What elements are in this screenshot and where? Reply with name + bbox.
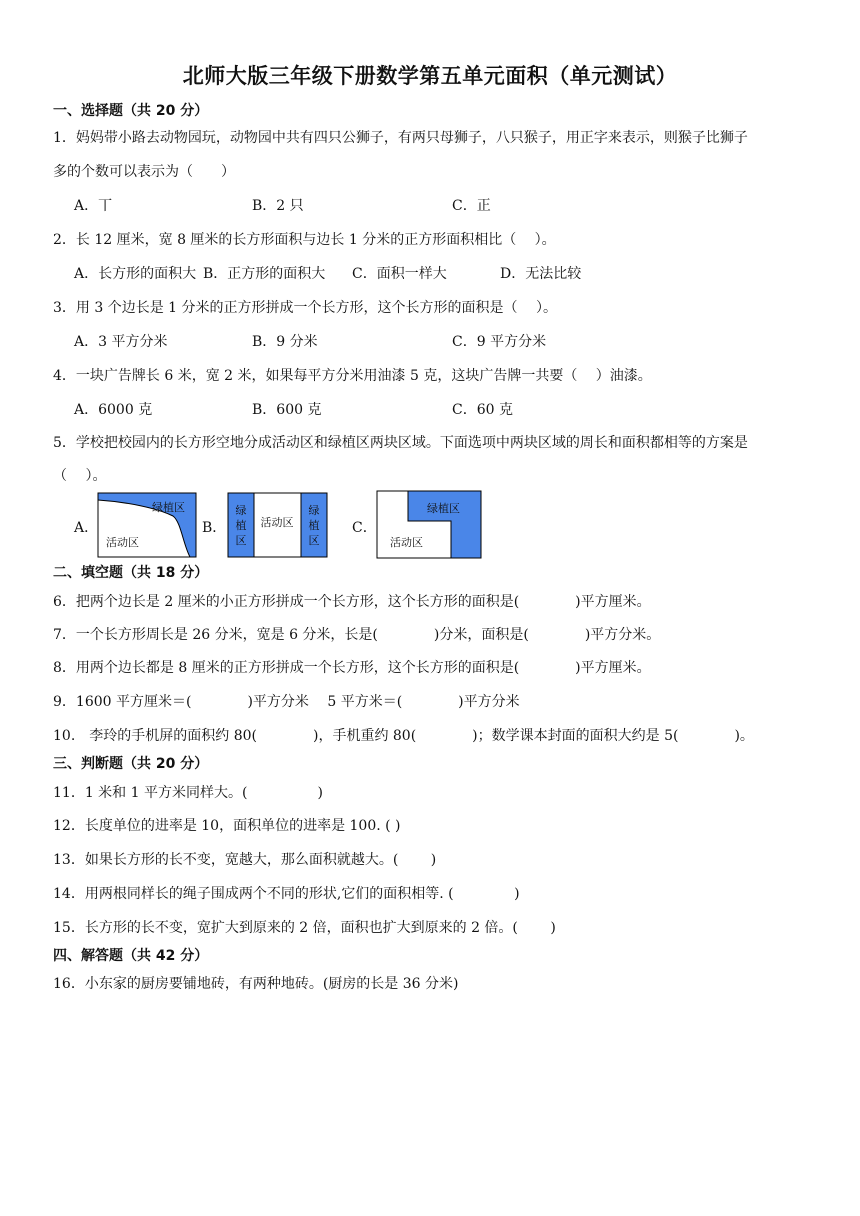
green-zone-left-char-2: 植 xyxy=(235,519,247,532)
question-10: 10. 李玲的手机屏的面积约 80( )，手机重约 80( )；数学课本封面的面积大约是 5( )。 xyxy=(53,728,754,744)
green-zone-left-char-1: 绿 xyxy=(235,504,247,517)
page-title: 北师大版三年级下册数学第五单元面积（单元测试） xyxy=(182,64,678,88)
active-zone-label: 活动区 xyxy=(390,536,423,549)
section-heading-choice: 一、选择题（共 20 分） xyxy=(53,103,209,119)
question-12: 12．长度单位的进率是 10，面积单位的进率是 100. ( ) xyxy=(53,818,401,834)
question-5-option-c: C． xyxy=(352,520,377,536)
question-4-option-a: A．6000 克 xyxy=(74,402,153,418)
green-zone-label: 绿植区 xyxy=(152,501,185,514)
question-1-option-a: A．丅 xyxy=(74,198,113,214)
question-16: 16．小东家的厨房要铺地砖，有两种地砖。(厨房的长是 36 分米) xyxy=(53,976,459,992)
question-5-line-1: 5．学校把校园内的长方形空地分成活动区和绿植区两块区域。下面选项中两块区域的周长和面积都相等的方案是 xyxy=(53,435,748,451)
question-2-line-1: 2．长 12 厘米，宽 8 厘米的长方形面积与边长 1 分米的正方形面积相比（ ）。 xyxy=(53,232,556,248)
question-11: 11．1 米和 1 平方米同样大。( ) xyxy=(53,785,323,801)
diagram-option-b xyxy=(227,492,328,558)
question-2-option-a: A．长方形的面积大 xyxy=(74,266,197,282)
question-6: 6．把两个边长是 2 厘米的小正方形拼成一个长方形，这个长方形的面积是( )平方厘米。 xyxy=(53,594,651,610)
section-heading-judge: 三、判断题（共 20 分） xyxy=(53,756,209,772)
question-7: 7．一个长方形周长是 26 分米，宽是 6 分米，长是( )分米，面积是( )平方分米。 xyxy=(53,627,661,643)
question-1-option-b: B．2 只 xyxy=(252,198,304,214)
question-2-option-d: D．无法比较 xyxy=(500,266,582,282)
question-1-line-2: 多的个数可以表示为（ ） xyxy=(53,164,235,180)
question-13: 13．如果长方形的长不变，宽越大，那么面积就越大。( ) xyxy=(53,852,437,868)
green-zone-right-char-3: 区 xyxy=(308,534,320,547)
question-3-option-c: C．9 平方分米 xyxy=(452,334,547,350)
question-5-option-b: B． xyxy=(202,520,227,536)
question-15: 15．长方形的长不变，宽扩大到原来的 2 倍，面积也扩大到原来的 2 倍。( ) xyxy=(53,920,556,936)
green-zone-right-char-1: 绿 xyxy=(308,504,320,517)
green-zone-right-char-2: 植 xyxy=(308,519,320,532)
question-2-option-b: B．正方形的面积大 xyxy=(203,266,326,282)
question-9: 9．1600 平方厘米＝( )平方分米 5 平方米＝( )平方分米 xyxy=(53,694,520,710)
question-2-option-c: C．面积一样大 xyxy=(352,266,447,282)
question-4-option-c: C．60 克 xyxy=(452,402,513,418)
question-5-line-2: （ ）。 xyxy=(53,468,107,484)
section-heading-solve: 四、解答题（共 42 分） xyxy=(53,948,209,964)
question-3-option-a: A．3 平方分米 xyxy=(74,334,168,350)
question-5-option-a: A． xyxy=(74,520,99,536)
question-4-option-b: B．600 克 xyxy=(252,402,322,418)
section-heading-fill: 二、填空题（共 18 分） xyxy=(53,565,209,581)
question-1-option-c: C．正 xyxy=(452,198,491,214)
diagram-option-a xyxy=(97,492,197,558)
question-1-line-1: 1．妈妈带小路去动物园玩，动物园中共有四只公狮子，有两只母狮子，八只猴子，用正字来表示，则猴子比狮子 xyxy=(53,130,748,146)
question-4-line-1: 4．一块广告牌长 6 米，宽 2 米，如果每平方分米用油漆 5 克，这块广告牌一共要（ ）油漆。 xyxy=(53,368,652,384)
green-zone-left-char-3: 区 xyxy=(235,534,247,547)
green-zone-label: 绿植区 xyxy=(427,502,460,515)
question-8: 8．用两个边长都是 8 厘米的正方形拼成一个长方形，这个长方形的面积是( )平方厘米。 xyxy=(53,660,651,676)
question-14: 14．用两根同样长的绳子围成两个不同的形状,它们的面积相等. ( ) xyxy=(53,886,520,902)
diagram-option-c xyxy=(376,490,482,559)
question-3-option-b: B．9 分米 xyxy=(252,334,318,350)
active-zone-label: 活动区 xyxy=(260,516,294,529)
active-zone-label: 活动区 xyxy=(106,536,139,549)
question-3-line-1: 3．用 3 个边长是 1 分米的正方形拼成一个长方形，这个长方形的面积是（ ）。 xyxy=(53,300,557,316)
